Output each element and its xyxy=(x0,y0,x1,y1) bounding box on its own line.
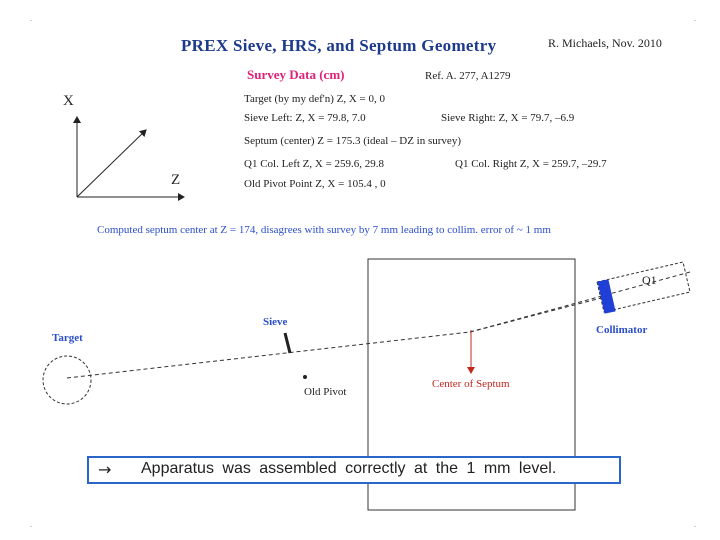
z-axis-label: Z xyxy=(171,172,181,188)
corner-mark: . xyxy=(30,520,32,529)
old-pivot-label: Old Pivot xyxy=(304,386,347,398)
sieve-marker xyxy=(285,333,290,353)
survey-line-septum: Septum (center) Z = 175.3 (ideal – DZ in survey) xyxy=(244,135,461,147)
author-date: R. Michaels, Nov. 2010 xyxy=(548,36,662,50)
old-pivot-dot xyxy=(303,375,307,379)
survey-line-target: Target (by my def'n) Z, X = 0, 0 xyxy=(244,93,386,105)
slide-title: PREX Sieve, HRS, and Septum Geometry xyxy=(181,36,497,55)
corner-mark: . xyxy=(694,520,696,529)
survey-line-sieve-right: Sieve Right: Z, X = 79.7, –6.9 xyxy=(441,112,575,124)
conclusion-text: Apparatus was assembled correctly at the 1 mm level. xyxy=(141,460,557,477)
target-label: Target xyxy=(52,332,83,344)
x-axis-label: X xyxy=(63,93,74,109)
collimator-label: Collimator xyxy=(596,324,648,336)
beam-path xyxy=(470,272,690,332)
beam-path xyxy=(67,332,470,378)
target-circle xyxy=(43,356,91,404)
survey-line-q1-left: Q1 Col. Left Z, X = 259.6, 29.8 xyxy=(244,158,385,170)
sieve-label: Sieve xyxy=(263,316,288,328)
computed-note: Computed septum center at Z = 174, disagrees with survey by 7 mm leading to collim. error of ~ 1 mm xyxy=(97,224,551,236)
corner-mark: . xyxy=(694,14,696,23)
survey-line-old-pivot: Old Pivot Point Z, X = 105.4 , 0 xyxy=(244,178,386,190)
beam-path xyxy=(470,297,605,332)
corner-mark: . xyxy=(30,14,32,23)
survey-heading: Survey Data (cm) xyxy=(247,67,345,82)
survey-line-sieve-left: Sieve Left: Z, X = 79.8, 7.0 xyxy=(244,112,366,124)
q1-label: Q1 xyxy=(642,273,657,287)
center-of-septum-label: Center of Septum xyxy=(432,378,510,390)
survey-line-q1-right: Q1 Col. Right Z, X = 259.7, –29.7 xyxy=(455,158,607,170)
coordinate-axes xyxy=(77,117,184,197)
survey-reference: Ref. A. 277, A1279 xyxy=(425,70,511,82)
arrow-right-icon: → xyxy=(98,460,112,479)
